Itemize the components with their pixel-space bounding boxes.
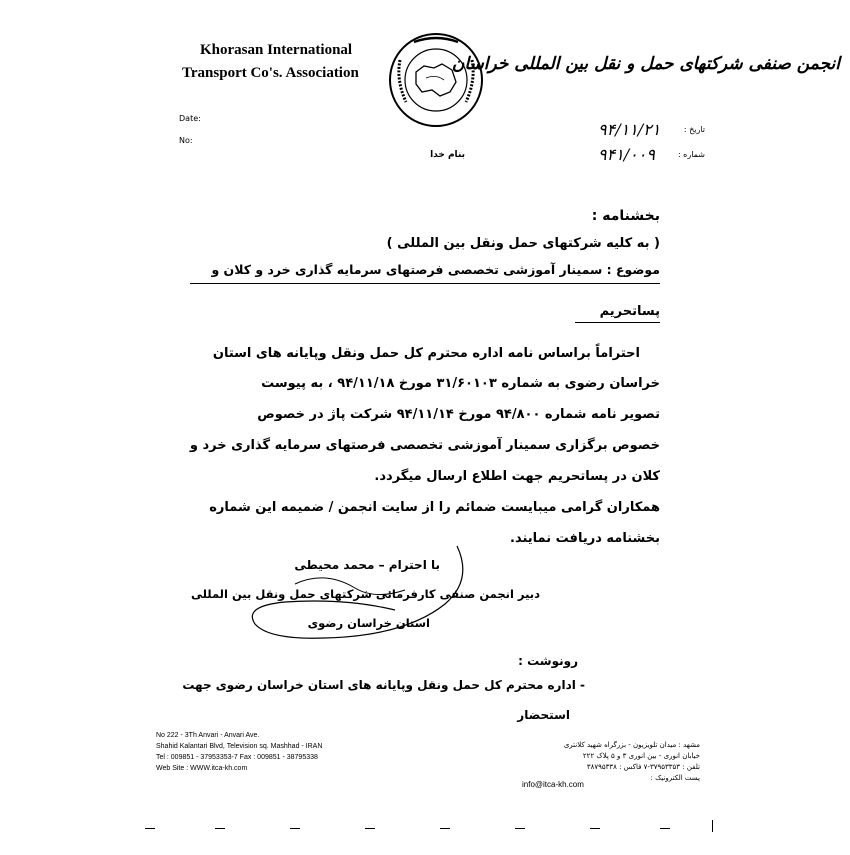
org-name-fa: انجمن صنفی شرکتهای حمل و نقل بین المللی خراسان <box>451 54 840 74</box>
copy-label: رونوشت : <box>518 654 578 668</box>
footer-email: info@itca-kh.com <box>522 780 584 789</box>
copy-line-1: - اداره محترم کل حمل ونقل وپایانه های استان خراسان رضوی جهت <box>182 678 585 692</box>
footer-fa-line: پست الکترونیک : <box>650 774 700 782</box>
association-logo <box>386 30 486 130</box>
subject-underline <box>190 283 660 284</box>
number-label-fa: شماره : <box>677 150 705 159</box>
signature-province: استان خراسان رضوی <box>307 616 430 630</box>
cut-line-dash <box>590 828 600 829</box>
body-line-4: خصوص برگزاری سمینار آموزشی تخصصی فرصتهای سرمایه گذاری خرد و <box>189 438 660 453</box>
body-line-1: احتراماً براساس نامه اداره محترم کل حمل ونقل وپایانه های استان <box>212 346 640 361</box>
number-value: ۹۴۱/۰۰۹ <box>598 145 655 164</box>
body-line-3: تصویر نامه شماره ۹۴/۸۰۰ مورخ ۹۴/۱۱/۱۴ شرکت پاژ در خصوص <box>257 407 660 422</box>
signature-name: با احترام – محمد محیطی <box>294 558 440 572</box>
body-line-6: همکاران گرامی میبایست ضمائم را از سایت انجمن / ضمیمه این شماره <box>209 500 660 515</box>
footer-en-line: Web Site : WWW.itca-kh.com <box>156 765 248 772</box>
date-value: ۹۴/۱۱/۲۱ <box>598 120 661 139</box>
no-label-en: No: <box>179 136 193 145</box>
footer-address-en <box>156 731 322 773</box>
cut-line-dash <box>660 828 670 829</box>
org-name-en-line2: Transport Co's. Association <box>182 65 359 81</box>
cut-line-dash <box>365 828 375 829</box>
recipient-line: ( به کلیه شرکتهای حمل ونقل بین المللی ) <box>386 236 660 251</box>
subject-line1: موضوع : سمینار آموزشی تخصصی فرصتهای سرمایه گذاری خرد و کلان و <box>211 262 660 277</box>
org-name-en-line1: Khorasan International <box>200 42 353 58</box>
circular-heading: بخشنامه : <box>591 208 660 224</box>
cut-line-dash <box>515 828 525 829</box>
footer-fa-line: مشهد : میدان تلویزیون - بزرگراه شهید کلانتری <box>563 741 700 749</box>
footer-en-line: Shahid Kalantari Blvd, Television sq. Mashhad - IRAN <box>156 743 323 750</box>
subject-line2: پساتحریم <box>599 304 660 319</box>
footer-fa-line: تلفن : ۳۷۹۵۳۳۵۳-۷ فاکس : ۳۸۷۹۵۳۳۸ <box>586 763 700 771</box>
cut-line-dash <box>440 828 450 829</box>
date-label-fa: تاریخ : <box>683 125 705 134</box>
date-label-en: Date: <box>179 114 201 123</box>
cut-line-mark <box>712 820 713 832</box>
body-line-5: کلان در پساتحریم جهت اطلاع ارسال میگردد. <box>374 469 660 484</box>
subject-underline-2 <box>575 322 660 323</box>
cut-line-dash <box>290 828 300 829</box>
footer-en-line: No 222 - 3Th Anvari - Anvari Ave. <box>156 732 260 739</box>
footer-address-fa <box>520 740 700 783</box>
footer-fa-line: خیابان انوری - بین انوری ۳ و ۵ پلاک ۲۲۲ <box>582 752 700 760</box>
copy-line-2: استحضار <box>517 708 570 722</box>
cut-line-dash <box>145 828 155 829</box>
cut-line-dash <box>215 828 225 829</box>
basmala: بنام خدا <box>430 150 465 160</box>
body-line-7: بخشنامه دریافت نمایند. <box>510 531 660 546</box>
signature-title: دبیر انجمن صنفی کارفرمائی شرکتهای حمل ونقل بین المللی <box>190 587 540 601</box>
body-line-2: خراسان رضوی به شماره ۳۱/۶۰۱۰۳ مورخ ۹۴/۱۱/۱۸ ، به پیوست <box>261 376 660 391</box>
footer-en-line: Tel : 009851 - 37953353-7 Fax : 009851 - 38795338 <box>156 754 318 761</box>
